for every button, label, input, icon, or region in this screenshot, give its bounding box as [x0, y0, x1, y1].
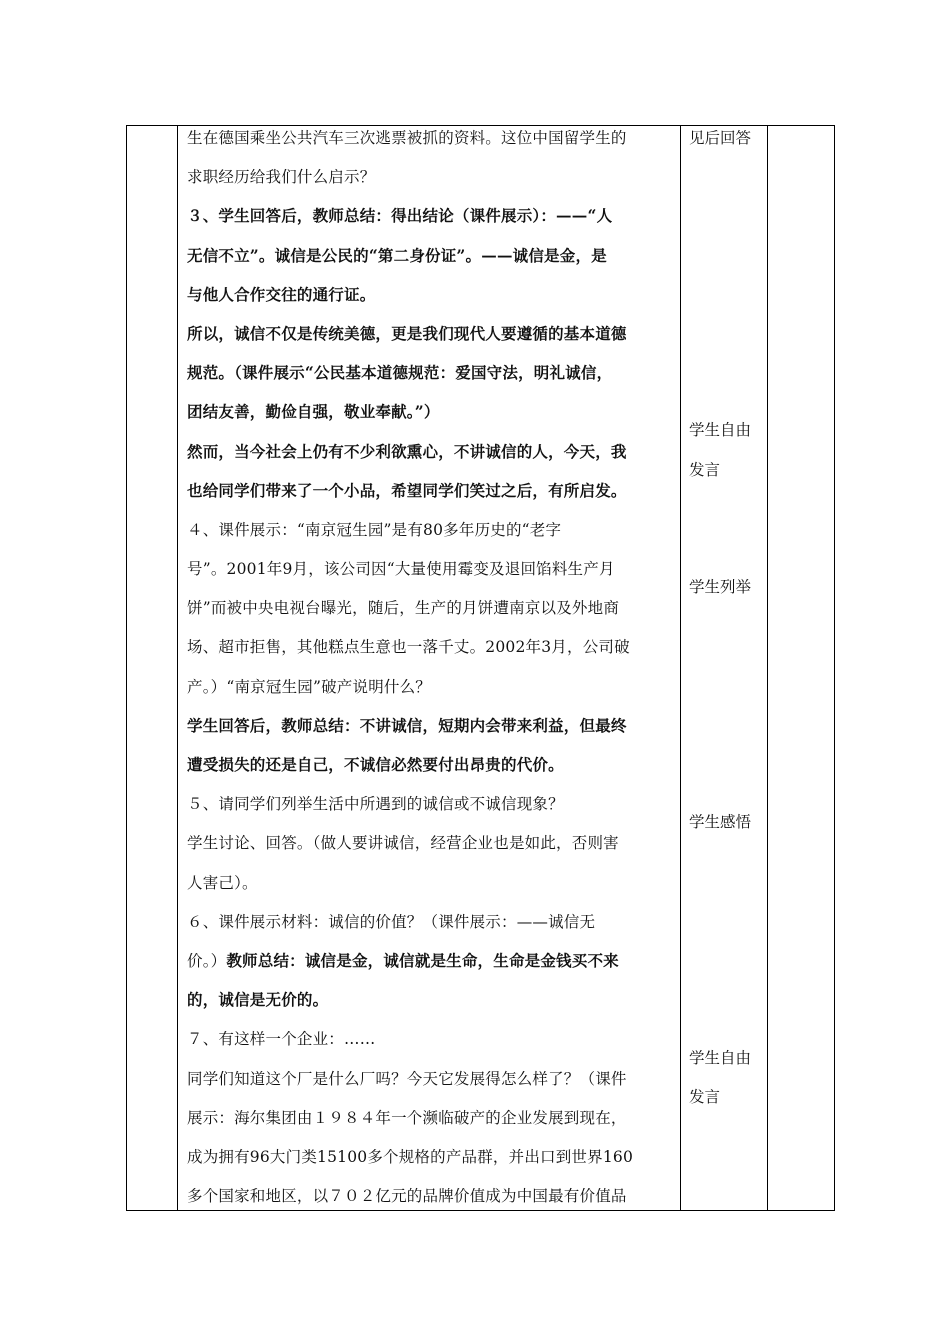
side-note: 学生列举: [689, 578, 752, 597]
text-line: ３、学生回答后，教师总结：得出结论（课件展示）：——“人: [187, 206, 613, 226]
text-line: 饼”而被中央电视台曝光，随后，生产的月饼遭南京以及外地商: [187, 599, 620, 618]
text-line: 同学们知道这个厂是什么厂吗？今天它发展得怎么样了？（课件: [187, 1069, 627, 1088]
text-line: 与他人合作交往的通行证。: [187, 284, 376, 304]
text-line: 多个国家和地区，以７０２亿元的品牌价值成为中国最有价值品: [187, 1187, 627, 1206]
text-line: 无信不立”。诚信是公民的“第二身份证”。——诚信是金，是: [187, 245, 607, 265]
text-line: 展示：海尔集团由１９８４年一个濒临破产的企业发展到现在，: [187, 1108, 627, 1127]
text-line: 所以，诚信不仅是传统美德，更是我们现代人要遵循的基本道德: [187, 323, 627, 343]
text-line: 场、超市拒售，其他糕点生意也一落千丈。2002年3月，公司破: [187, 638, 630, 657]
text-line: ５、请同学们列举生活中所遇到的诚信或不诚信现象？: [187, 795, 564, 814]
table-divider-1: [177, 125, 178, 1211]
text-line: 然而，当今社会上仍有不少利欲熏心，不讲诚信的人，今天，我: [187, 441, 627, 461]
side-note: 见后回答: [689, 129, 752, 147]
side-note: 发言: [689, 460, 721, 479]
side-note: 学生自由: [689, 421, 752, 440]
text-line: 产。）“南京冠生园”破产说明什么？: [187, 677, 431, 696]
side-note: 学生自由: [689, 1048, 752, 1067]
teaching-process-column: [187, 122, 677, 1219]
text-line: ６、课件展示材料：诚信的价值？（课件展示：——诚信无: [187, 912, 596, 931]
text-line: ４、课件展示：“南京冠生园”是有80多年历史的“老字: [187, 520, 562, 539]
text-segment: 价。）: [187, 951, 227, 970]
text-line: 成为拥有96大门类15100多个规格的产品群，并出口到世界160: [187, 1147, 634, 1166]
text-line: 学生回答后，教师总结：不讲诚信，短期内会带来利益，但最终: [187, 715, 627, 735]
text-line: [187, 945, 677, 984]
text-line: 生在德国乘坐公共汽车三次逃票被抓的资料。这位中国留学生的: [187, 129, 627, 147]
table-border-right: [834, 125, 835, 1211]
side-note: 学生感悟: [689, 813, 752, 832]
table-border-left: [126, 125, 127, 1211]
text-line: 遭受损失的还是自己，不诚信必然要付出昂贵的代价。: [187, 755, 564, 774]
text-line: 人害己）。: [187, 873, 258, 892]
text-line: 学生讨论、回答。（做人要讲诚信，经营企业也是如此，否则害: [187, 834, 619, 853]
side-note: 发言: [689, 1087, 721, 1106]
text-line: 的，诚信是无价的。: [187, 990, 329, 1010]
text-line: 团结友善，勤俭自强，敬业奉献。”）: [187, 402, 440, 422]
text-line: 号”。2001年9月，该公司因“大量使用霉变及退回馅料生产月: [187, 560, 615, 579]
text-segment-bold: 教师总结：诚信是金，诚信就是生命，生命是金钱买不来: [226, 950, 619, 970]
text-line: 规范。（课件展示“公民基本道德规范：爱国守法，明礼诚信，: [187, 363, 613, 383]
table-divider-2: [680, 125, 681, 1211]
text-line: 也给同学们带来了一个小品，希望同学们笑过之后，有所启发。: [187, 480, 627, 500]
text-line: ７、有这样一个企业：……: [187, 1030, 376, 1049]
text-line: 求职经历给我们什么启示？: [187, 168, 376, 187]
